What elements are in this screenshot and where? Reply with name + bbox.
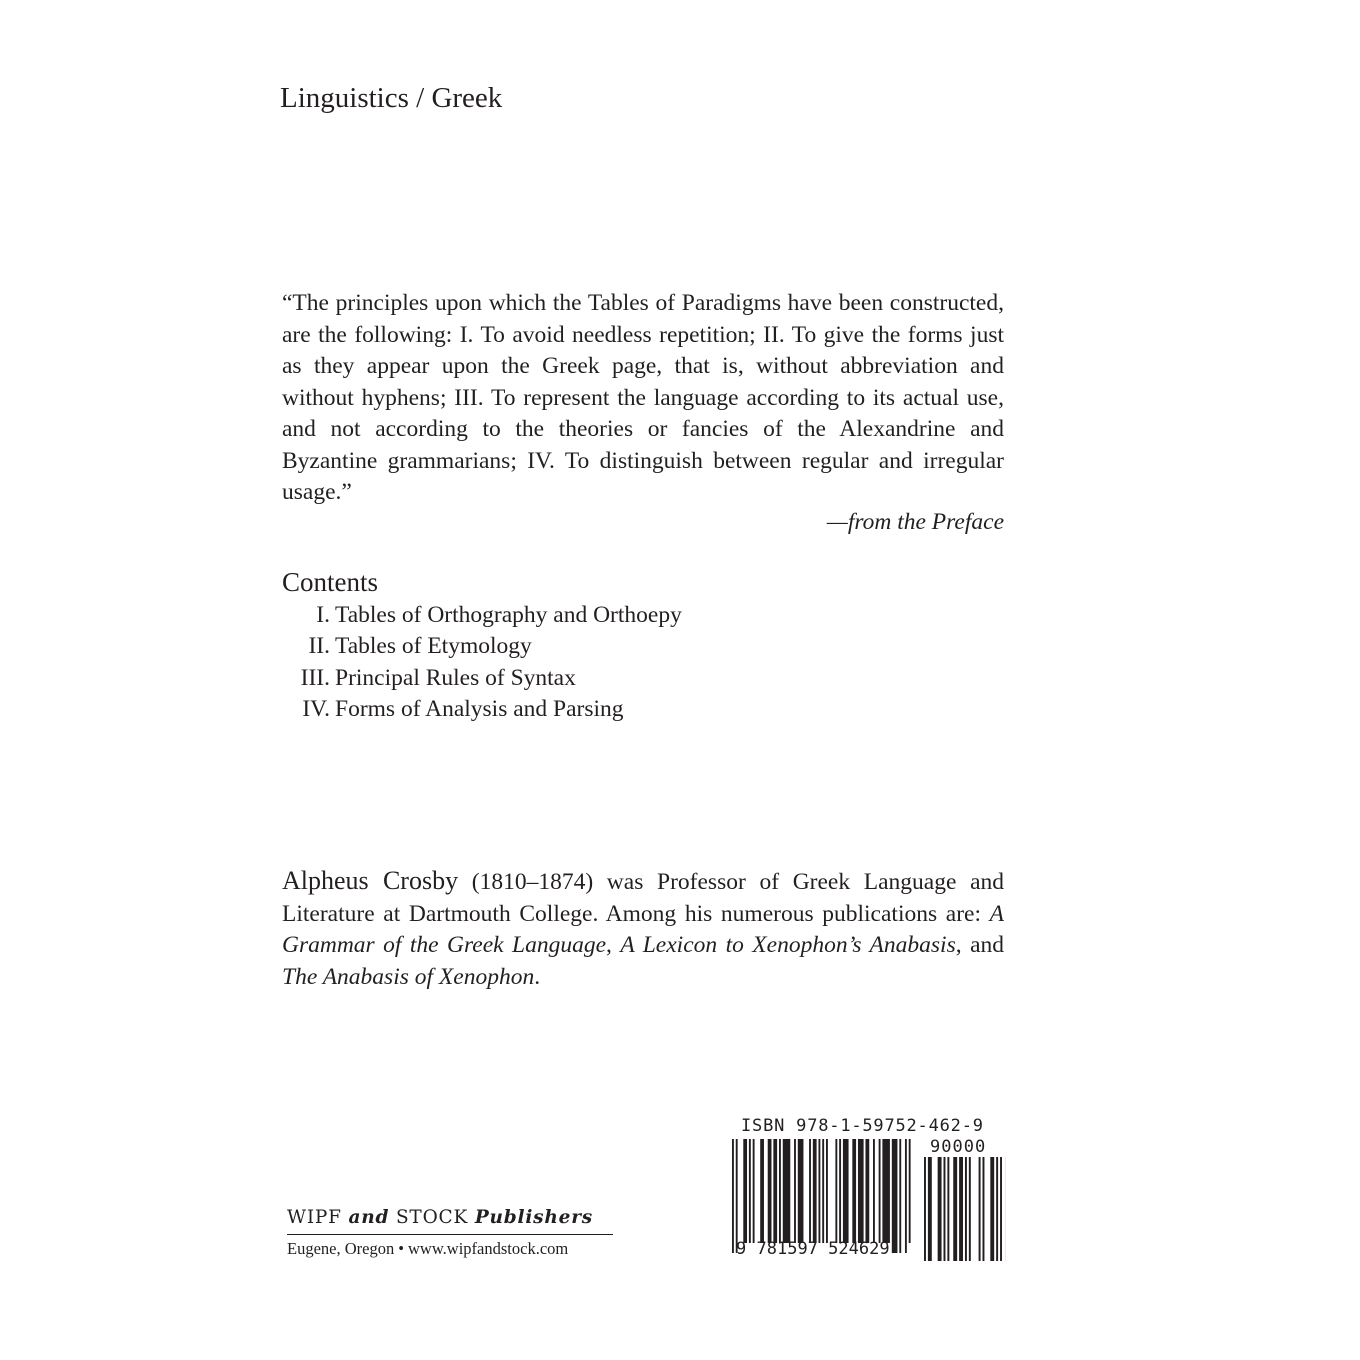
publisher-contact [287, 1238, 613, 1260]
barcode-bar [732, 1139, 734, 1253]
barcode-bar [753, 1139, 755, 1243]
barcode-bar [879, 1139, 881, 1243]
barcode-bar [798, 1139, 804, 1243]
barcode-bar [938, 1157, 942, 1261]
barcode-bar [899, 1139, 901, 1253]
book-title: A Lexicon to Xenophon’s Anabasis [620, 932, 956, 958]
barcode-bar [826, 1139, 828, 1243]
barcode-bar [953, 1157, 957, 1261]
publisher-location: Eugene, Oregon [287, 1239, 395, 1258]
barcode-bar [873, 1139, 875, 1243]
bio-text: (1810–1874) was Professor of Greek Language and Literature at Dartmouth College. Among his numerous publications are: [282, 869, 1005, 927]
contents-item-title: Tables of Orthography and Orthoepy [335, 602, 682, 628]
contents-item [282, 663, 682, 694]
barcode-bar [809, 1139, 811, 1243]
publisher-name [287, 1207, 613, 1235]
barcode-bar [773, 1139, 777, 1243]
price-addon-label: 90000 [930, 1137, 987, 1157]
contents-item-number: III. [300, 664, 330, 691]
barcode-bar [794, 1139, 796, 1243]
barcode-bar [818, 1139, 820, 1243]
book-title: A Grammar of the Greek Language [282, 900, 1004, 958]
barcode-bar [882, 1139, 890, 1243]
barcode-bar [768, 1139, 772, 1243]
contents-item [282, 631, 682, 662]
contents-item-number: I. [316, 602, 330, 628]
publisher-name-part: STOCK [389, 1207, 475, 1228]
barcode-bar [865, 1139, 869, 1243]
publisher-name-and: and [348, 1207, 390, 1228]
barcode-bar [959, 1157, 963, 1261]
contents-item-title: Principal Rules of Syntax [335, 664, 576, 691]
isbn-label: ISBN 978-1-59752-462-9 [741, 1116, 984, 1136]
contents-item-number: II. [308, 633, 330, 660]
barcode-digit-group: 781597 [756, 1239, 818, 1259]
book-title: The Anabasis of Xenophon [282, 963, 535, 990]
contents-item [282, 694, 682, 725]
contents-list [282, 600, 682, 725]
barcode-bar [928, 1157, 932, 1261]
preface-quote: “The principles upon which the Tables of Paradigms have been constructed, are the following: I. To avoid needless repetition; II. To give the forms just as they appear upon the Greek page, that is, without abbreviation and without hyphens; III. To represent the language according to its actual use, and not according to the theories or fancies of the Alexandrine and Byzantine grammarians; IV. To distinguish between regular and irregular usage.” [282, 290, 1004, 505]
publisher-name-part: WIPF [287, 1207, 349, 1228]
barcode-bar [983, 1157, 985, 1261]
contents-heading: Contents [282, 567, 379, 597]
barcode-bar [743, 1139, 747, 1243]
barcode-bar [944, 1157, 946, 1261]
barcode-bar [736, 1139, 738, 1253]
addon-barcode-bars [924, 1157, 1006, 1261]
category-label: Linguistics / Greek [280, 82, 503, 114]
barcode-bar [852, 1139, 856, 1243]
barcode-bar [947, 1157, 949, 1261]
barcode-bar [996, 1157, 998, 1261]
bullet-separator: • [398, 1239, 404, 1258]
publisher-website: www.wipfandstock.com [408, 1239, 569, 1258]
publisher-block [287, 1207, 613, 1260]
barcode-digits [736, 1239, 890, 1259]
barcode-bar [1000, 1157, 1002, 1261]
barcode-bar [969, 1157, 971, 1261]
contents-item-title: Tables of Etymology [335, 633, 532, 660]
barcode-bar [813, 1139, 817, 1243]
barcode-bar [924, 1157, 926, 1261]
barcode-bar [979, 1157, 981, 1261]
bio-end: . [534, 963, 541, 990]
author-name: Alpheus Crosby [282, 866, 459, 895]
barcode-bar [843, 1139, 849, 1243]
barcode-bar [749, 1139, 751, 1243]
bio-separator: , and [955, 932, 1005, 958]
bio-separator: , [606, 932, 621, 958]
barcode-bar [892, 1139, 898, 1253]
barcode-bar [858, 1139, 864, 1243]
barcode-digit-group: 524629 [828, 1239, 890, 1259]
quote-attribution: —from the Preface [826, 509, 1004, 535]
barcode-bar [905, 1139, 907, 1253]
barcode-bar [839, 1139, 841, 1243]
barcode-bar [990, 1157, 994, 1261]
barcode-bar [783, 1139, 791, 1243]
contents-item-title: Forms of Analysis and Parsing [335, 695, 624, 722]
barcode-bar [760, 1139, 764, 1243]
barcode-bar [779, 1139, 781, 1243]
barcode-bar [965, 1157, 967, 1261]
publisher-name-publishers: Publishers [474, 1207, 593, 1228]
contents-item [282, 600, 682, 631]
barcode-digit-first: 9 [736, 1239, 747, 1259]
barcode-bar [822, 1139, 824, 1243]
contents-item-number: IV. [302, 695, 330, 722]
isbn-barcode [732, 1115, 1012, 1275]
author-bio [282, 865, 1004, 993]
barcode-bar [835, 1139, 837, 1243]
barcode-bar [909, 1139, 911, 1243]
